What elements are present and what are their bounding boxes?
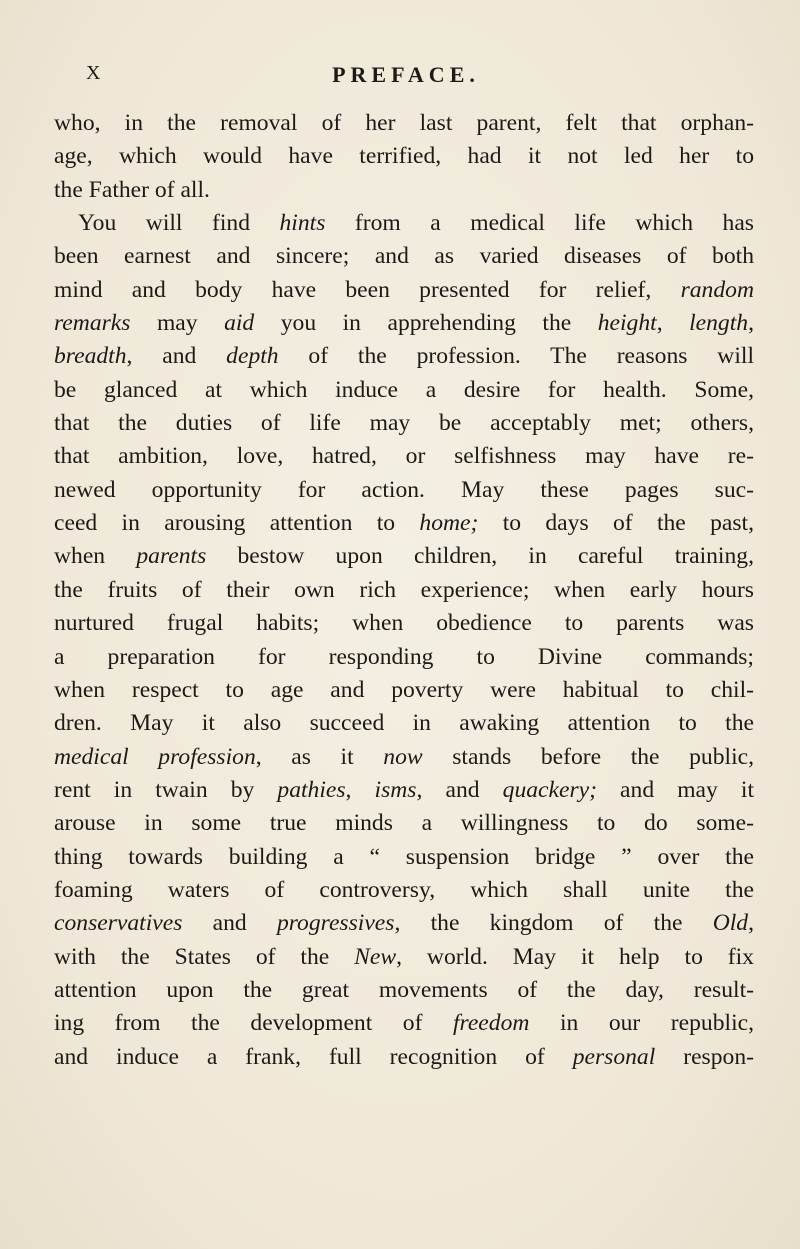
text-run: with the States of the [54, 943, 355, 970]
text-line [54, 641, 754, 674]
italic-run: conservatives [54, 910, 183, 937]
text-run: and induce a frank, full recognition of [54, 1043, 573, 1070]
text-run: of the profession. The reasons will [278, 343, 754, 370]
body-text [54, 107, 754, 1074]
text-run: , the kingdom of the [394, 910, 713, 937]
text-line [54, 1041, 754, 1074]
italic-run: home; [419, 510, 479, 537]
text-line [54, 674, 754, 707]
text-run: bestow upon children, in careful training, [206, 543, 754, 570]
running-title: PREFACE. [332, 62, 480, 87]
text-run: thing towards building a “ suspension bridge ” over the [54, 843, 754, 870]
text-run: ing from the development of [54, 1010, 453, 1037]
italic-run: height [597, 310, 657, 337]
text-run: be glanced at which induce a desire for health. Some, [54, 376, 754, 403]
text-run: from a medical life which has [325, 210, 754, 237]
text-run: that ambition, love, hatred, or selfishness may have re- [54, 443, 754, 470]
text-run: stands before the public, [422, 743, 755, 770]
italic-run: New [354, 943, 397, 970]
text-run: when respect to age and poverty were habitual to chil- [54, 676, 754, 703]
text-line [54, 574, 754, 607]
italic-run: remarks [54, 310, 131, 337]
text-run: mind and body have been presented for relief, [54, 276, 681, 303]
text-line [54, 440, 754, 473]
italic-run: progressives [276, 910, 395, 937]
text-run: arouse in some true minds a willingness to do some- [54, 810, 754, 837]
page-header [86, 62, 726, 92]
text-line [54, 741, 754, 774]
italic-run: random [680, 276, 754, 303]
text-line [54, 507, 754, 540]
italic-run: parents [136, 543, 207, 570]
text-line [54, 907, 754, 940]
text-run: who, in the removal of her last parent, felt that orphan- [54, 110, 754, 136]
text-run: , and [126, 343, 227, 370]
italic-run: medical profession [54, 743, 256, 770]
text-line [54, 774, 754, 807]
italic-run: now [383, 743, 423, 770]
text-line [54, 107, 754, 140]
text-run: attention upon the great movements of the day, result- [54, 976, 754, 1003]
italic-run: personal [572, 1043, 656, 1070]
italic-run: length [689, 310, 749, 337]
italic-run: aid [224, 310, 255, 337]
text-run: , and [416, 776, 503, 803]
page-number: X [86, 62, 102, 84]
text-run: the Father of all. [54, 176, 210, 203]
italic-run: pathies [277, 776, 346, 803]
text-run: the fruits of their own rich experience; when early hours [54, 576, 754, 603]
text-line [54, 140, 754, 173]
text-line [54, 174, 754, 207]
text-run: nurtured frugal habits; when obedience to parents was [54, 610, 754, 637]
text-line [54, 340, 754, 373]
text-run: , [656, 310, 690, 337]
text-line [54, 707, 754, 740]
text-line [54, 974, 754, 1007]
text-run: you in apprehending the [254, 310, 598, 337]
text-run: rent in twain by [54, 776, 278, 803]
text-run: to days of the past, [478, 510, 754, 537]
italic-run: hints [279, 210, 326, 237]
text-line [54, 941, 754, 974]
italic-run: depth [226, 343, 279, 370]
italic-run: freedom [452, 1010, 530, 1037]
text-run: dren. May it also succeed in awaking attention to the [54, 710, 754, 737]
text-line [54, 374, 754, 407]
text-run: that the duties of life may be acceptably met; others, [54, 410, 754, 437]
text-run: You will find [78, 210, 280, 237]
text-run: , [748, 910, 754, 937]
text-run: respon- [655, 1043, 754, 1070]
text-line [54, 607, 754, 640]
text-run: age, which would have terrified, had it not led her to [54, 143, 754, 170]
text-line [54, 307, 754, 340]
text-run: in our republic, [529, 1010, 754, 1037]
text-line [54, 874, 754, 907]
text-run: and may it [596, 776, 755, 803]
text-run: when [54, 543, 137, 570]
text-run: been earnest and sincere; and as varied diseases of both [54, 243, 754, 270]
text-line [54, 807, 754, 840]
text-run: , world. May it help to fix [396, 943, 754, 970]
text-run: a preparation for responding to Divine commands; [54, 643, 754, 670]
text-run: , [748, 310, 754, 337]
text-line [54, 841, 754, 874]
text-run: and [182, 910, 277, 937]
text-line [54, 407, 754, 440]
text-line [54, 1007, 754, 1040]
italic-run: quackery; [502, 776, 597, 803]
italic-run: isms [374, 776, 417, 803]
text-run: may [130, 310, 225, 337]
text-line [54, 274, 754, 307]
text-run: , as it [255, 743, 384, 770]
text-line [54, 207, 754, 240]
text-line [54, 540, 754, 573]
text-run: ceed in arousing attention to [54, 510, 420, 537]
text-line [54, 474, 754, 507]
italic-run: Old [712, 910, 749, 937]
text-run: foaming waters of controversy, which shall unite the [54, 876, 754, 903]
italic-run: breadth [54, 343, 127, 370]
text-run: newed opportunity for action. May these pages suc- [54, 476, 754, 503]
text-run: , [345, 776, 375, 803]
text-line [54, 240, 754, 273]
